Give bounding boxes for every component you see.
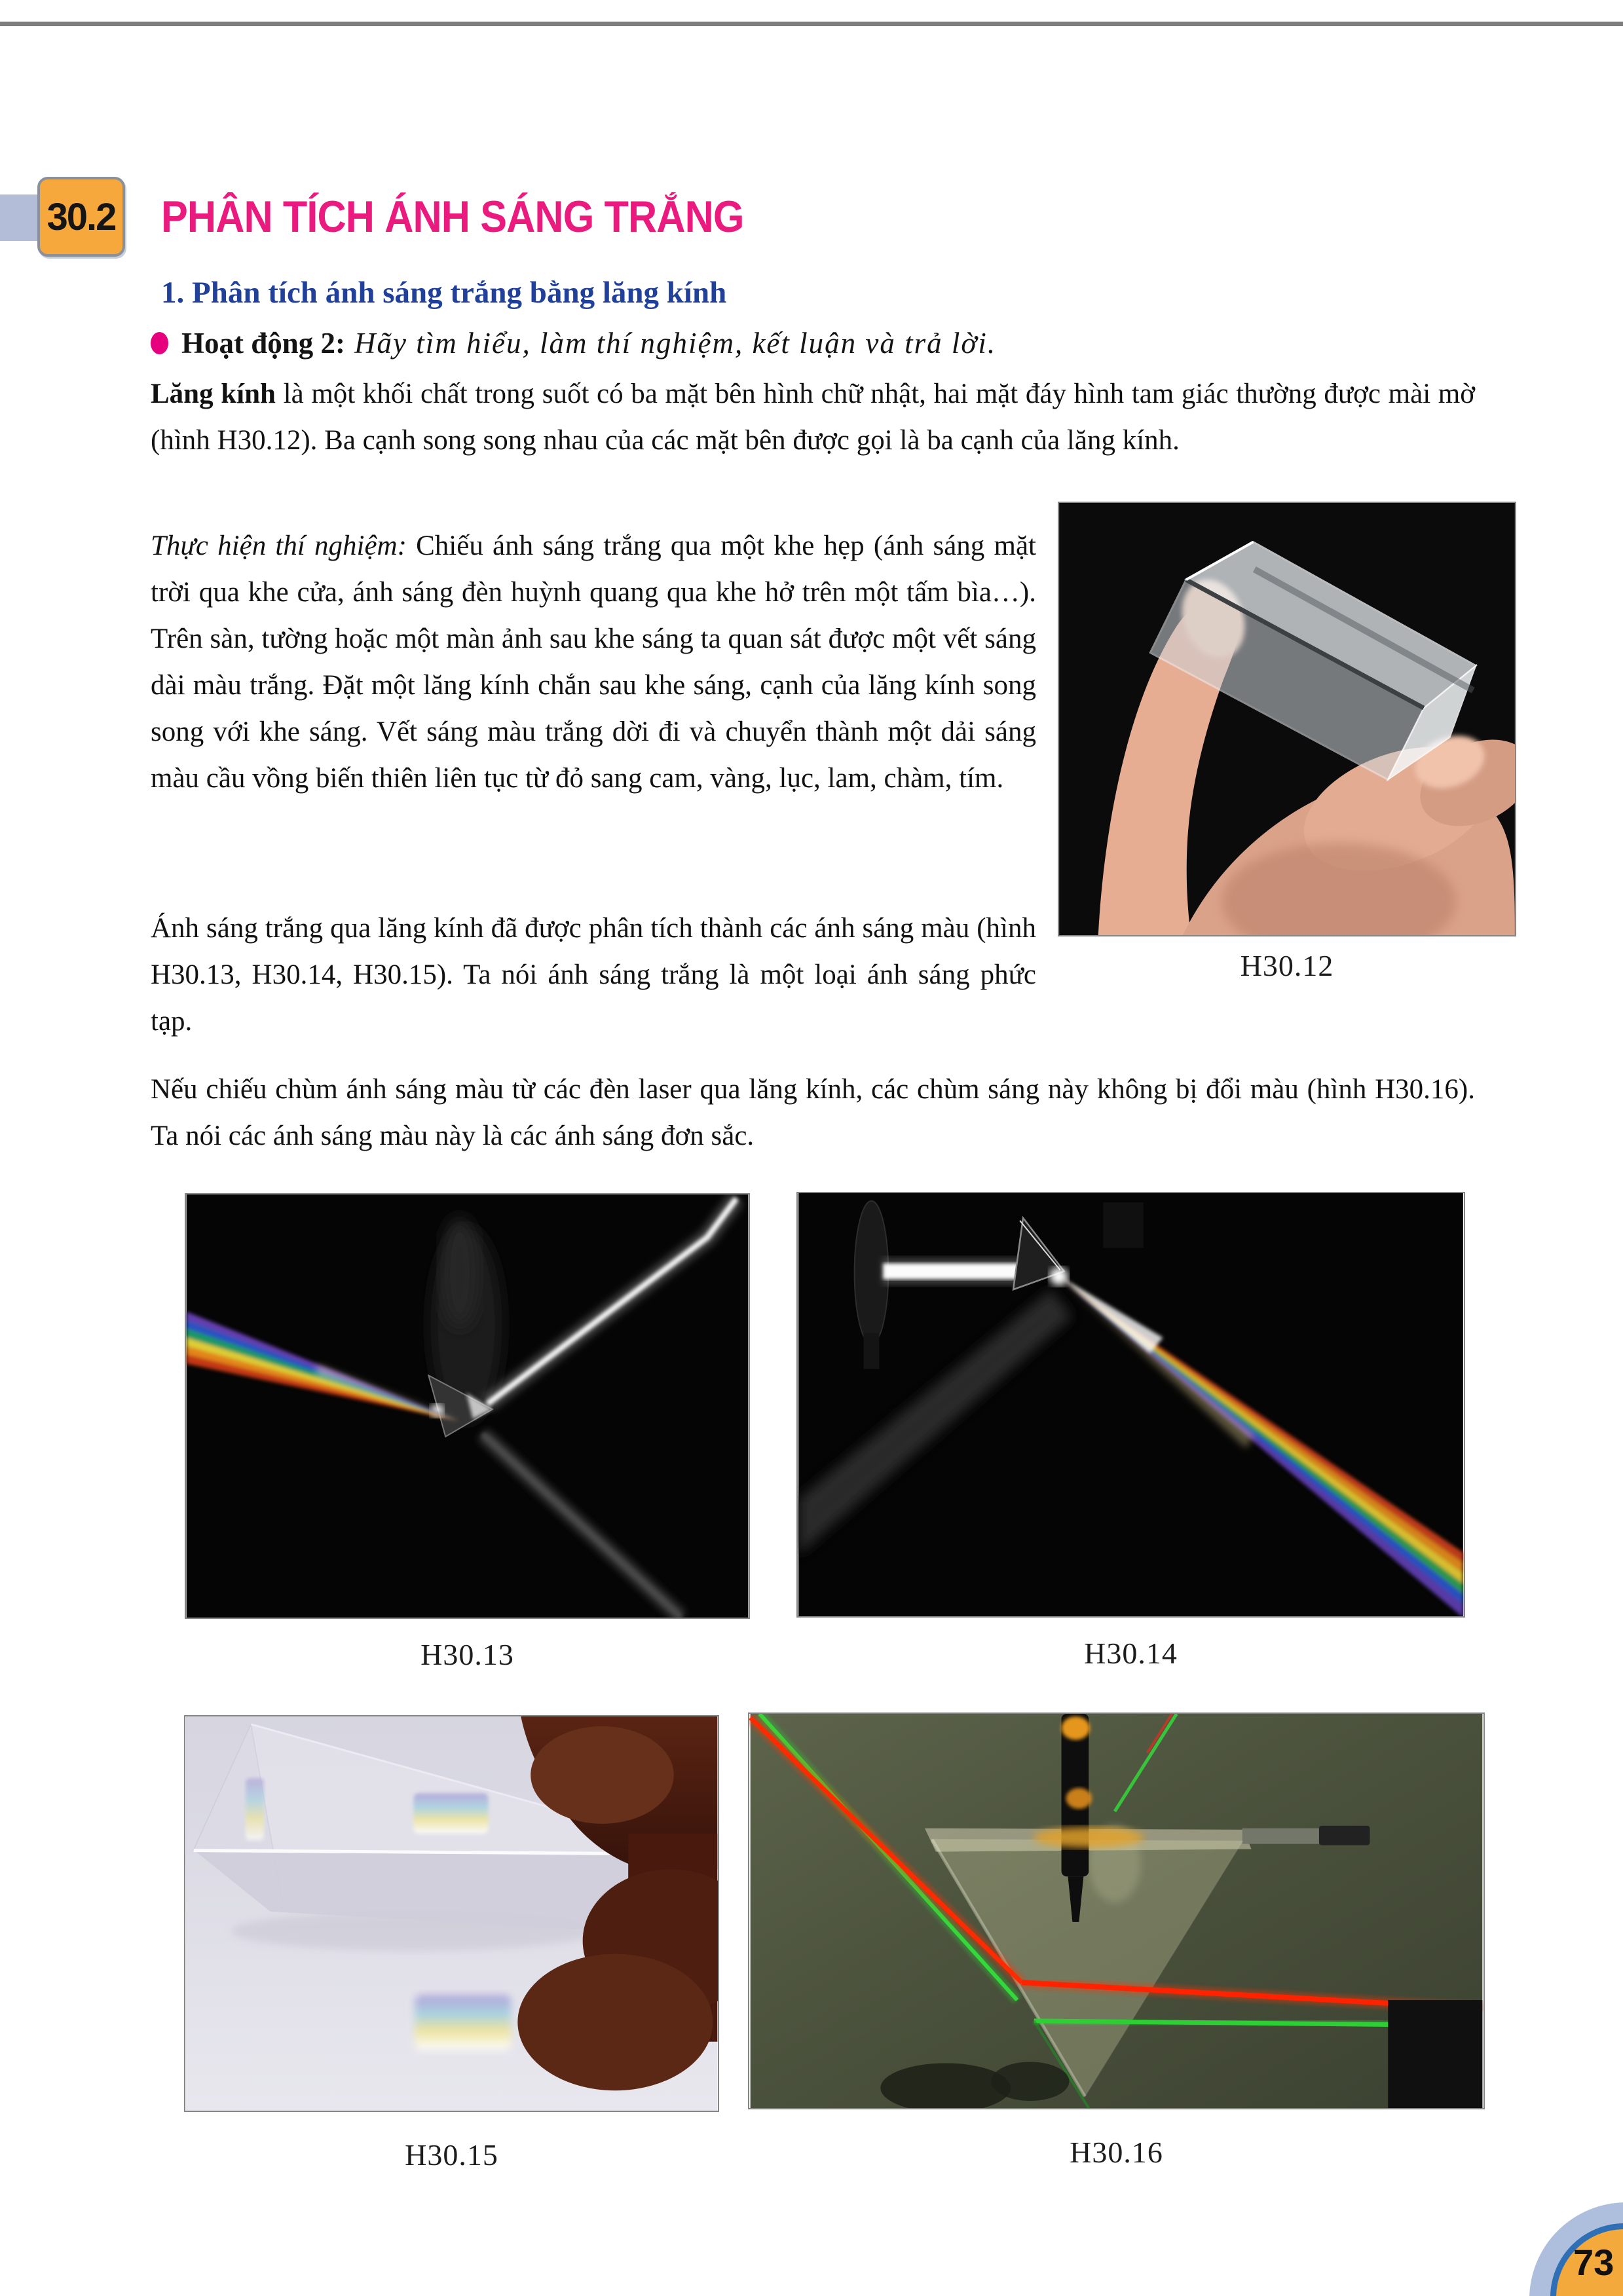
- page-title: PHÂN TÍCH ÁNH SÁNG TRẮNG: [161, 192, 744, 242]
- figure-caption: H30.14: [1084, 1637, 1178, 1670]
- section-subtitle: 1. Phân tích ánh sáng trắng bằng lăng kính: [161, 276, 727, 310]
- section-number-badge: [37, 177, 125, 257]
- paragraph-lead: Thực hiện thí nghiệm:: [151, 530, 407, 561]
- paragraph-experiment: [151, 523, 1036, 802]
- paragraph-lead: Lăng kính: [151, 379, 276, 409]
- top-rule: [0, 22, 1623, 26]
- figure-caption: H30.16: [1070, 2136, 1163, 2169]
- photo-prism-hand-light: [184, 1715, 719, 2112]
- page-number-badge: [1512, 2198, 1623, 2296]
- figure-h30-15: [184, 1715, 719, 2172]
- photo-prism-spectrum-left: [185, 1193, 750, 1619]
- activity-text: Hãy tìm hiểu, làm thí nghiệm, kết luận và trả lời.: [354, 327, 997, 360]
- bullet-icon: [151, 332, 168, 354]
- photo-prism-spectrum-right: [796, 1192, 1465, 1618]
- page-number: 73: [1573, 2242, 1614, 2283]
- figure-caption: H30.15: [405, 2138, 498, 2172]
- section-number: 30.2: [47, 195, 116, 238]
- figure-h30-16: [748, 1713, 1485, 2169]
- figure-h30-13: [185, 1193, 750, 1671]
- figure-caption: H30.12: [1240, 949, 1334, 982]
- paragraph-text: là một khối chất trong suốt có ba mặt bên hình chữ nhật, hai mặt đáy hình tam giác thường được mài mờ (hình H30.12). Ba cạnh song song nhau của các mặt bên được gọi là ba cạnh của lăng kính.: [151, 379, 1475, 456]
- paragraph-laser: Nếu chiếu chùm ánh sáng màu từ các đèn laser qua lăng kính, các chùm sáng này không bị đổi màu (hình H30.16). Ta nói các ánh sáng màu này là các ánh sáng đơn sắc.: [151, 1074, 1475, 1151]
- figure-caption: H30.13: [420, 1638, 514, 1671]
- photo-laser-prism: [748, 1713, 1485, 2109]
- paragraph-lens-definition: [151, 371, 1475, 464]
- activity-line: [151, 326, 996, 360]
- paragraph-analysis: Ánh sáng trắng qua lăng kính đã được phân tích thành các ánh sáng màu (hình H30.13, H30.14, H30.15). Ta nói ánh sáng trắng là một loại ánh sáng phức tạp.: [151, 913, 1036, 1037]
- figure-h30-12: [1058, 502, 1516, 982]
- figure-h30-14: [796, 1192, 1465, 1670]
- paragraph-text: Chiếu ánh sáng trắng qua một khe hẹp (ánh sáng mặt trời qua khe cửa, ánh sáng đèn huỳnh quang qua khe hở trên một tấm bìa…). Trên sàn, tường hoặc một màn ảnh sau khe sáng ta quan sát được một vết sáng dài màu trắng. Đặt một lăng kính chắn sau khe sáng, cạnh của lăng kính song song với khe sáng. Vết sáng màu trắng dời đi và chuyển thành một dải sáng màu cầu vồng biến thiên liên tục từ đỏ sang cam, vàng, lục, lam, chàm, tím.: [151, 530, 1036, 794]
- activity-label: Hoạt động 2:: [181, 327, 346, 360]
- photo-prism-in-hand: [1058, 502, 1516, 936]
